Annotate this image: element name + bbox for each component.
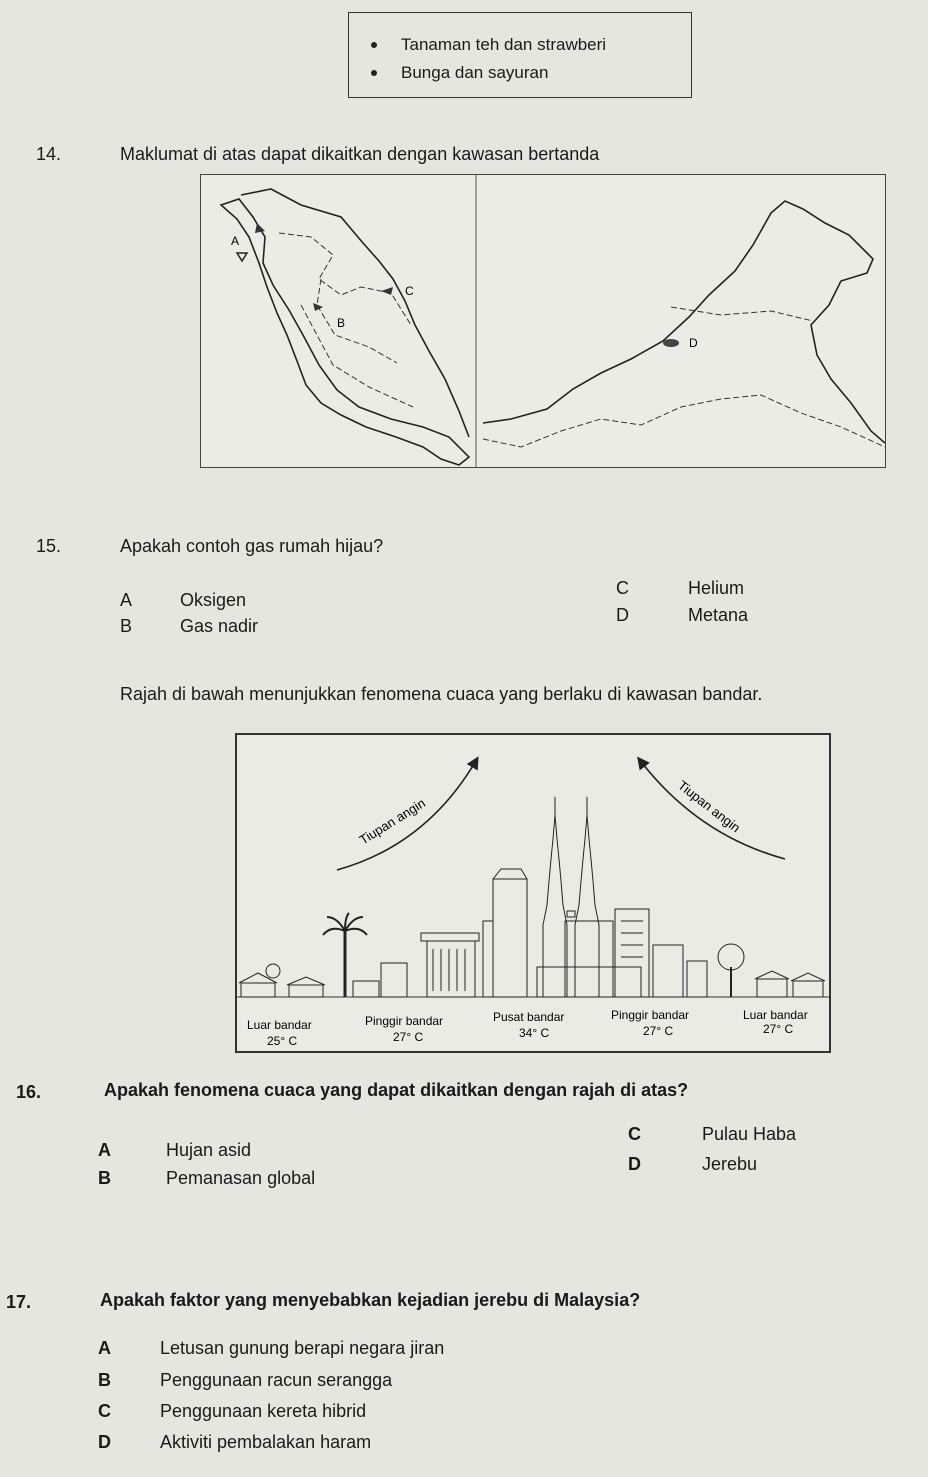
option-letter: A — [98, 1338, 111, 1358]
question-text: Maklumat di atas dapat dikaitkan dengan kawasan bertanda — [120, 144, 600, 164]
option-text: Hujan asid — [166, 1140, 252, 1160]
urban-weather-diagram — [235, 733, 831, 1053]
option-text: Penggunaan racun serangga — [160, 1370, 393, 1390]
question-text: Apakah fenomena cuaca yang dapat dikaitkan dengan rajah di atas? — [104, 1080, 689, 1100]
zone-temp: 27° C — [763, 1022, 794, 1036]
diagram-intro: Rajah di bawah menunjukkan fenomena cuaca yang berlaku di kawasan bandar. — [120, 684, 763, 704]
option-letter: D — [616, 605, 629, 625]
question-number: 17. — [6, 1292, 32, 1312]
zone-temp: 27° C — [643, 1024, 674, 1038]
option-text: Letusan gunung berapi negara jiran — [160, 1338, 445, 1358]
option-letter: D — [98, 1432, 111, 1452]
question-number: 15. — [36, 536, 62, 556]
map-label-c: C — [405, 284, 414, 298]
map-label-d: D — [689, 336, 698, 350]
option-text: Helium — [688, 578, 745, 598]
zone-temp: 27° C — [393, 1030, 424, 1044]
option-letter: A — [120, 590, 133, 610]
option-letter: C — [628, 1124, 641, 1144]
wind-label-left: Tiupan angin — [356, 795, 428, 848]
malaysia-map — [200, 174, 886, 468]
option-text: Pulau Haba — [702, 1124, 797, 1144]
question-number: 16. — [16, 1082, 42, 1102]
question-text: Apakah contoh gas rumah hijau? — [120, 536, 384, 556]
zone-name: Pinggir bandar — [611, 1008, 690, 1022]
info-box — [348, 12, 692, 98]
info-item — [371, 35, 606, 55]
option-letter: C — [98, 1401, 111, 1421]
option-letter: C — [616, 578, 629, 598]
info-item — [371, 63, 548, 83]
option-letter: B — [98, 1370, 111, 1390]
zone-name: Luar bandar — [743, 1008, 808, 1022]
option-text: Metana — [688, 605, 749, 625]
option-text: Aktiviti pembalakan haram — [160, 1432, 372, 1452]
city-illustration — [237, 735, 829, 1051]
option-text: Pemanasan global — [166, 1168, 316, 1188]
wind-label-right: Tiupan angin — [675, 777, 744, 836]
map-drawing — [201, 175, 885, 467]
option-text: Gas nadir — [180, 616, 259, 636]
zone-name: Luar bandar — [247, 1018, 312, 1032]
info-item-text: Tanaman teh dan strawberi — [401, 35, 607, 54]
info-item-text: Bunga dan sayuran — [401, 63, 549, 82]
question-text: Apakah faktor yang menyebabkan kejadian jerebu di Malaysia? — [100, 1290, 641, 1310]
map-label-a: A — [231, 234, 240, 248]
option-text: Oksigen — [180, 590, 247, 610]
option-letter: B — [120, 616, 133, 636]
zone-temp: 25° C — [267, 1034, 298, 1048]
zone-temp: 34° C — [519, 1026, 550, 1040]
zone-name: Pinggir bandar — [365, 1014, 444, 1028]
option-letter: A — [98, 1140, 111, 1160]
option-letter: B — [98, 1168, 111, 1188]
bullet-icon — [371, 42, 377, 48]
option-text: Jerebu — [702, 1154, 758, 1174]
option-text: Penggunaan kereta hibrid — [160, 1401, 367, 1421]
zone-name: Pusat bandar — [493, 1010, 565, 1024]
option-letter: D — [628, 1154, 641, 1174]
map-label-b: B — [337, 316, 346, 330]
question-number: 14. — [36, 144, 62, 164]
bullet-icon — [371, 70, 377, 76]
